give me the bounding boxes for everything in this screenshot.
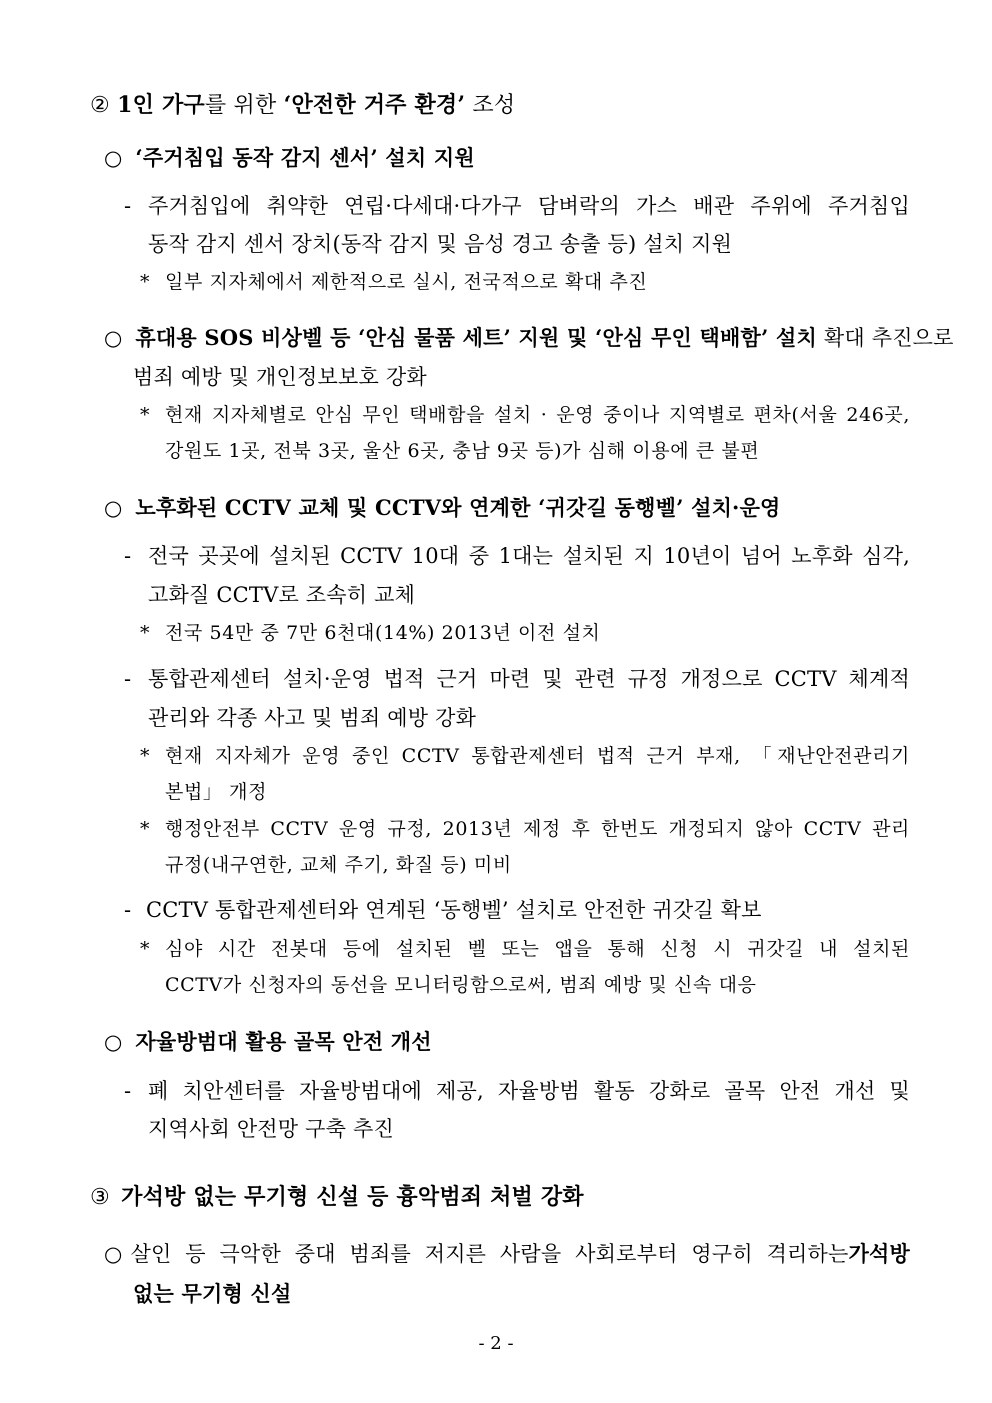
item-3-note-2-line-1: 현재 지자체가 운영 중인 CCTV 통합관제센터 법적 근거 부재, 「재난안전관리기: [165, 745, 910, 767]
item-4-dash-marker: -: [124, 1079, 132, 1103]
item-1-dash-line-1: 주거침입에 취약한 연립·다세대·다가구 담벼락의 가스 배관 주위에 주거침입: [148, 194, 910, 218]
item-1-note-marker: *: [140, 271, 151, 293]
section-3-item-bold-text: 가석방: [848, 1241, 910, 1266]
item-3-dash-3-marker: -: [124, 898, 132, 922]
item-3-heading: [104, 494, 781, 522]
item-2-line-2: 범죄 예방 및 개인정보보호 강화: [133, 365, 427, 389]
item-4-dash-line-2: 지역사회 안전망 구축 추진: [148, 1117, 394, 1141]
bullet-circle: ○: [104, 326, 123, 350]
section-3-item-line-1: [104, 1240, 910, 1268]
item-4-heading: [104, 1028, 432, 1056]
item-2-line-1: [104, 324, 954, 352]
item-2-note-marker: *: [140, 404, 151, 426]
item-2-note-line-2: 강원도 1곳, 전북 3곳, 울산 6곳, 충남 9곳 등)가 심해 이용에 큰 불편: [165, 440, 760, 462]
section-2-number: ②: [90, 93, 110, 118]
item-3-note-4-marker: *: [140, 938, 151, 960]
item-1-dash-marker: -: [124, 194, 132, 218]
item-3-dash-2-line-2: 관리와 각종 사고 및 범죄 예방 강화: [148, 706, 477, 730]
section-3-number: ③: [90, 1185, 110, 1210]
section-2-title-part-2: 를 위한: [204, 93, 284, 118]
item-3-dash-1-line-2: 고화질 CCTV로 조속히 교체: [148, 583, 416, 607]
item-3-dash-1-line-1: 전국 곳곳에 설치된 CCTV 10대 중 1대는 설치된 지 10년이 넘어 노후화 심각,: [148, 544, 910, 568]
bullet-circle: ○: [104, 496, 123, 520]
item-3-note-2-line-2: 본법」 개정: [165, 781, 268, 803]
section-3-title-text: 가석방 없는 무기형 신설 등 흉악범죄 처벌 강화: [121, 1184, 584, 1210]
section-2-title-part-3: ‘안전한 거주 환경’: [283, 92, 466, 118]
item-3-dash-3-line-1: CCTV 통합관제센터와 연계된 ‘동행벨’ 설치로 안전한 귀갓길 확보: [146, 898, 762, 922]
bullet-circle: ○: [104, 1030, 123, 1054]
section-2-title-part-4: 조성: [465, 93, 516, 118]
item-4-heading-text: 자율방범대 활용 골목 안전 개선: [135, 1029, 432, 1054]
page-number: - 2 -: [478, 1333, 514, 1354]
item-3-note-1-marker: *: [140, 622, 151, 644]
item-1-heading: [104, 144, 475, 172]
item-3-note-4-line-2: CCTV가 신청자의 동선을 모니터링함으로써, 범죄 예방 및 신속 대응: [165, 974, 757, 996]
item-3-dash-2-marker: -: [124, 667, 132, 691]
item-3-note-3-line-2: 규정(내구연한, 교체 주기, 화질 등) 미비: [165, 854, 512, 876]
bullet-circle: ○: [104, 1242, 123, 1266]
item-2-note-line-1: 현재 지자체별로 안심 무인 택배함을 설치 · 운영 중이나 지역별로 편차(서울 246곳,: [165, 404, 910, 426]
item-1-note-text: 일부 지자체에서 제한적으로 실시, 전국적으로 확대 추진: [165, 271, 648, 293]
item-3-dash-1-marker: -: [124, 544, 132, 568]
item-2-rest-text: 확대 추진으로: [816, 326, 954, 350]
section-3-item-bold-line-2: 없는 무기형 신설: [133, 1281, 292, 1306]
section-2-title-part-1: 1인 가구: [117, 92, 205, 118]
item-2-bold-text: 휴대용 SOS 비상벨 등 ‘안심 물품 세트’ 지원 및 ‘안심 무인 택배함’ 설치: [135, 325, 817, 350]
item-3-note-1-text: 전국 54만 중 7만 6천대(14%) 2013년 이전 설치: [165, 622, 601, 644]
item-3-note-3-line-1: 행정안전부 CCTV 운영 규정, 2013년 제정 후 한번도 개정되지 않아 CCTV 관리: [165, 818, 910, 840]
bullet-circle: ○: [104, 146, 123, 170]
item-1-heading-text: ‘주거침입 동작 감지 센서’ 설치 지원: [135, 145, 475, 170]
item-1-dash-line-2: 동작 감지 센서 장치(동작 감지 및 음성 경고 송출 등) 설치 지원: [148, 232, 733, 256]
item-3-dash-2-line-1: 통합관제센터 설치·운영 법적 근거 마련 및 관련 규정 개정으로 CCTV 체계적: [148, 667, 910, 691]
item-3-note-2-marker: *: [140, 745, 151, 767]
section-3-title: [90, 1183, 584, 1212]
section-2-title: [90, 91, 515, 120]
section-3-item-plain-text: 살인 등 극악한 중대 범죄를 저지른 사람을 사회로부터 영구히 격리하는: [130, 1242, 849, 1266]
item-3-note-4-line-1: 심야 시간 전봇대 등에 설치된 벨 또는 앱을 통해 신청 시 귀갓길 내 설치된: [165, 938, 910, 960]
section-3-item-line-2: [133, 1280, 291, 1308]
item-3-heading-text: 노후화된 CCTV 교체 및 CCTV와 연계한 ‘귀갓길 동행벨’ 설치·운영: [135, 495, 781, 520]
item-3-note-3-marker: *: [140, 818, 151, 840]
item-4-dash-line-1: 폐 치안센터를 자율방범대에 제공, 자율방범 활동 강화로 골목 안전 개선 및: [148, 1079, 910, 1103]
